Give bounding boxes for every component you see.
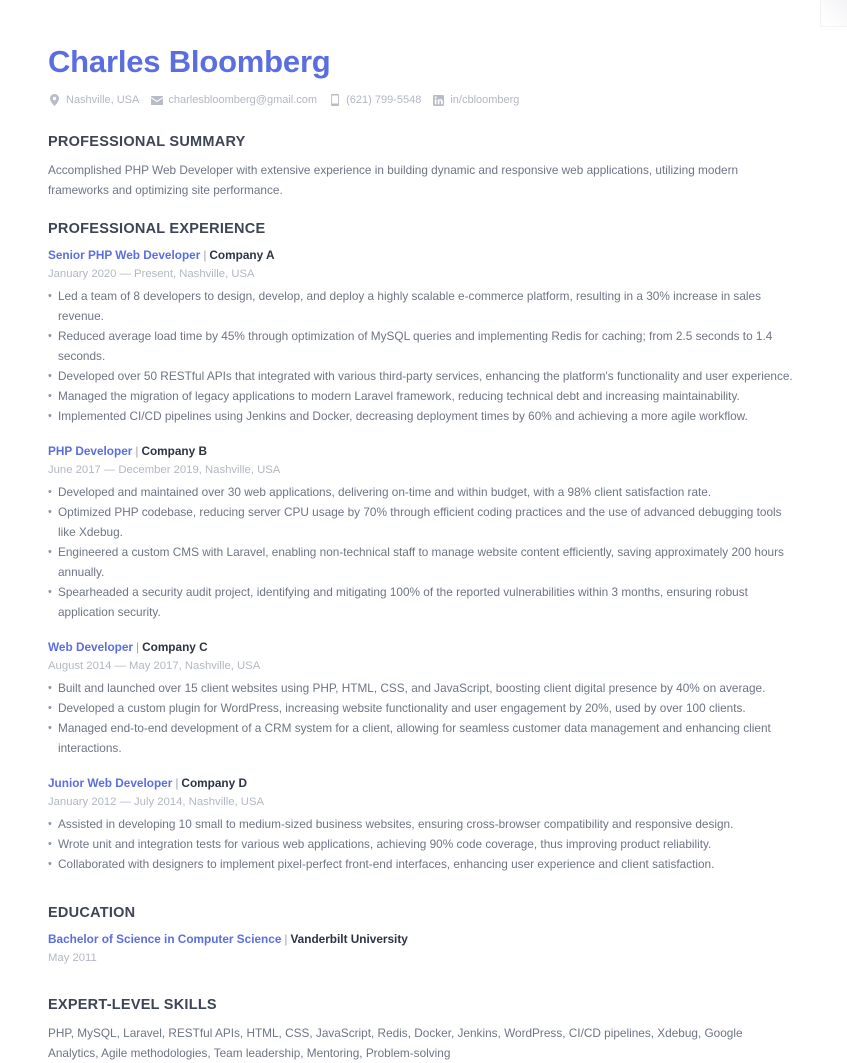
experience-job-title: Junior Web Developer (48, 776, 173, 790)
experience-item (48, 775, 799, 874)
experience-separator: | (136, 640, 140, 654)
experience-heading (48, 639, 799, 655)
experience-bullet: • Developed and maintained over 30 web applications, delivering on-time and within budget, with a 98% client satisfaction rate. (48, 482, 799, 502)
summary-text: Accomplished PHP Web Developer with extensive experience in building dynamic and responsive web applications, utilizing modern frameworks and optimizing site performance. (48, 163, 739, 197)
experience-bullet: • Built and launched over 15 client websites using PHP, HTML, CSS, and JavaScript, boosting client digital presence by 40% on average. (48, 678, 799, 698)
section-education (48, 904, 799, 966)
experience-bullet: • Spearheaded a security audit project, identifying and mitigating 100% of the reported vulnerabilities within 3 months, ensuring robust application security. (48, 582, 799, 622)
experience-bullet: • Collaborated with designers to implement pixel-perfect front-end interfaces, enhancing user experience and client satisfaction. (48, 854, 799, 874)
experience-bullet-list (48, 814, 799, 874)
section-title-summary: PROFESSIONAL SUMMARY (48, 134, 246, 150)
experience-bullet: • Developed over 50 RESTful APIs that integrated with various third-party services, enhancing the platform's functionality and user experience. (48, 366, 799, 386)
section-title-skills: EXPERT-LEVEL SKILLS (48, 997, 217, 1013)
experience-item (48, 639, 799, 758)
experience-company: Company D (181, 776, 247, 790)
contact-linkedin (432, 93, 519, 107)
location-pin-icon (48, 94, 61, 107)
experience-item (48, 247, 799, 426)
education-heading (48, 931, 799, 947)
contact-email-text: charlesbloomberg@gmail.com (168, 94, 318, 106)
resume-header (48, 0, 799, 107)
section-professional-experience (48, 220, 799, 874)
experience-separator: | (135, 444, 139, 458)
contact-phone (328, 93, 421, 107)
section-title-education: EDUCATION (48, 905, 136, 921)
experience-bullet: • Managed end-to-end development of a CRM system for a client, allowing for seamless customer data management and enhancing client interactions. (48, 718, 799, 758)
experience-bullet-list (48, 286, 799, 426)
section-skills (48, 996, 799, 1063)
experience-company: Company C (142, 640, 208, 654)
experience-bullet: • Assisted in developing 10 small to medium-sized business websites, ensuring cross-browser compatibility and responsive design. (48, 814, 799, 834)
experience-heading (48, 775, 799, 791)
contact-linkedin-text: in/cbloomberg (450, 94, 520, 106)
experience-separator: | (203, 248, 207, 262)
education-separator: | (284, 932, 288, 946)
experience-bullet-list (48, 482, 799, 622)
envelope-icon (150, 94, 163, 107)
experience-separator: | (175, 776, 179, 790)
mobile-phone-icon (328, 94, 341, 107)
experience-bullet-list (48, 678, 799, 758)
experience-bullet: • Implemented CI/CD pipelines using Jenkins and Docker, decreasing deployment times by 60% and achieving a more agile workflow. (48, 406, 799, 426)
contact-location (48, 93, 139, 107)
skills-text: PHP, MySQL, Laravel, RESTful APIs, HTML, CSS, JavaScript, Redis, Docker, Jenkins, WordPress, CI/CD pipelines, Xdebug, Google Analytics, Agile methodologies, Team leadership, Mentoring, Problem-solving (48, 1026, 743, 1060)
experience-heading (48, 443, 799, 459)
experience-dates-location: August 2014 — May 2017, Nashville, USA (48, 660, 261, 672)
experience-bullet: • Engineered a custom CMS with Laravel, enabling non-technical staff to manage website content efficiently, saving approximately 200 hours annually. (48, 542, 799, 582)
contact-location-text: Nashville, USA (66, 94, 140, 106)
page-corner-fold (820, 0, 847, 27)
experience-job-title: Senior PHP Web Developer (48, 248, 201, 262)
education-school: Vanderbilt University (290, 932, 408, 946)
education-date: May 2011 (48, 952, 97, 964)
experience-dates-location: June 2017 — December 2019, Nashville, USA (48, 464, 281, 476)
experience-bullet: • Managed the migration of legacy applications to modern Laravel framework, reducing technical debt and increasing maintainability. (48, 386, 799, 406)
experience-item (48, 443, 799, 622)
section-professional-summary (48, 133, 799, 200)
experience-job-title: PHP Developer (48, 444, 133, 458)
experience-dates-location: January 2012 — July 2014, Nashville, USA (48, 796, 265, 808)
section-title-experience: PROFESSIONAL EXPERIENCE (48, 221, 266, 237)
experience-heading (48, 247, 799, 263)
contact-phone-text: (621) 799-5548 (346, 94, 422, 106)
experience-bullet: • Wrote unit and integration tests for various web applications, achieving 90% code coverage, thus improving product reliability. (48, 834, 799, 854)
experience-company: Company A (209, 248, 275, 262)
experience-dates-location: January 2020 — Present, Nashville, USA (48, 268, 255, 280)
experience-bullet: • Reduced average load time by 45% through optimization of MySQL queries and implementing Redis for caching; from 2.5 seconds to 1.4 seconds. (48, 326, 799, 366)
contact-email (150, 93, 317, 107)
experience-bullet: • Optimized PHP codebase, reducing server CPU usage by 70% through efficient coding practices and the use of advanced debugging tools like Xdebug. (48, 502, 799, 542)
experience-company: Company B (141, 444, 207, 458)
education-degree: Bachelor of Science in Computer Science (48, 932, 282, 946)
experience-bullet: • Led a team of 8 developers to design, develop, and deploy a highly scalable e-commerce platform, resulting in a 30% increase in sales revenue. (48, 286, 799, 326)
experience-job-title: Web Developer (48, 640, 134, 654)
linkedin-icon (432, 94, 445, 107)
contact-row (48, 93, 799, 107)
experience-bullet: • Developed a custom plugin for WordPress, increasing website functionality and user engagement by 20%, used by over 100 clients. (48, 698, 799, 718)
page-title: Charles Bloomberg (48, 44, 331, 79)
